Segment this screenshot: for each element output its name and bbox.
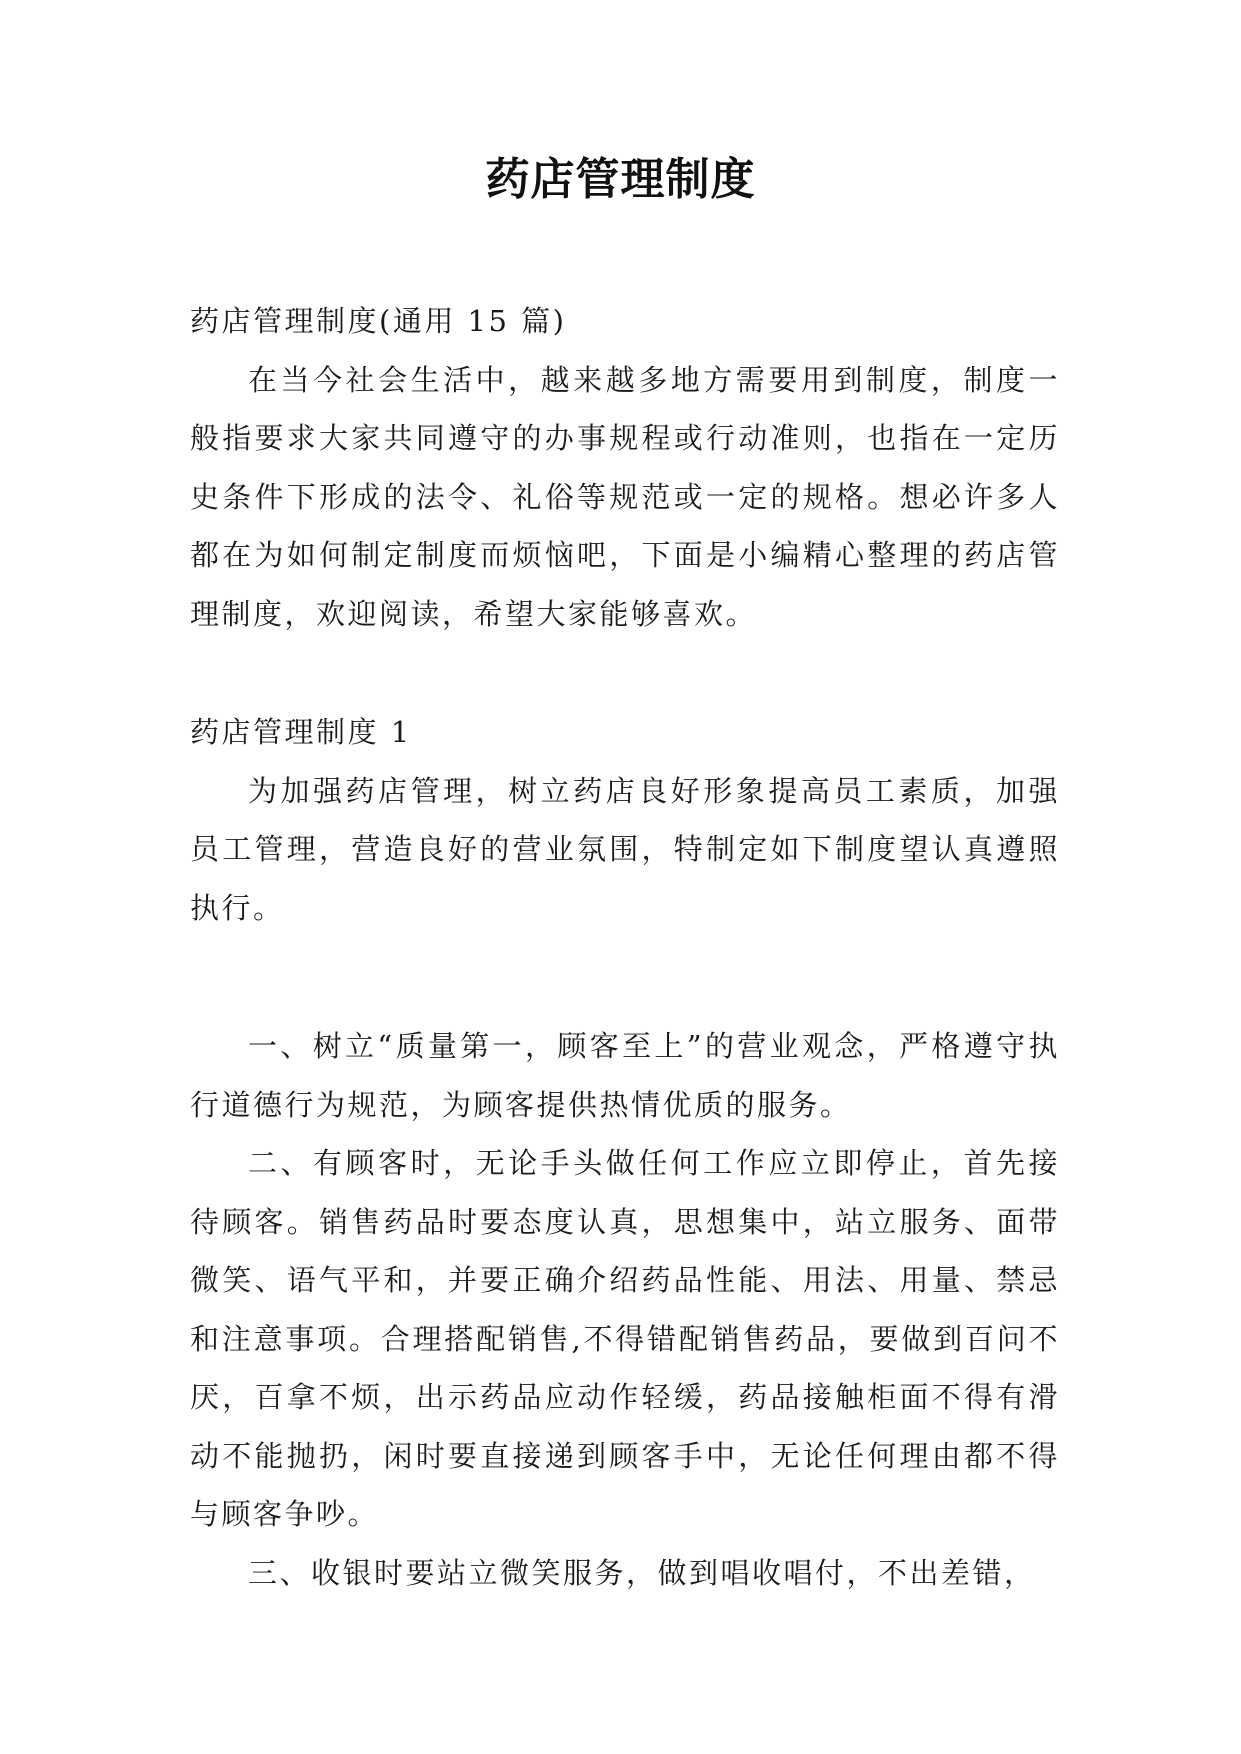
section-intro-paragraph: 为加强药店管理，树立药店良好形象提高员工素质，加强员工管理，营造良好的营业氛围，特制定如下制度望认真遵照执行。 — [190, 773, 1060, 925]
rule-paragraph-2: 二、有顾客时，无论手头做任何工作应立即停止，首先接待顾客。销售药品时要态度认真，思想集中，站立服务、面带微笑、语气平和，并要正确介绍药品性能、用法、用量、禁忌和注意事项。合理搭配销售,不得错配销售药品，要做到百问不厌，百拿不烦，出示药品应动作轻缓，药品接触柜面不得有滑动不能抛扔，闲时要直接递到顾客手中，无论任何理由都不得与顾客争吵。 — [190, 1146, 1060, 1531]
document-subtitle: 药店管理制度(通用 15 篇) — [190, 304, 567, 338]
section-heading: 药店管理制度 1 — [190, 715, 412, 749]
rule-paragraph-3: 三、收银时要站立微笑服务，做到唱收唱付，不出差错， — [248, 1555, 1036, 1590]
document-title: 药店管理制度 — [485, 154, 756, 205]
rule-paragraph-1: 一、树立“质量第一，顾客至上”的营业观念，严格遵守执行道德行为规范，为顾客提供热情优质的服务。 — [190, 1029, 1060, 1122]
intro-paragraph: 在当今社会生活中，越来越多地方需要用到制度，制度一般指要求大家共同遵守的办事规程或行动准则，也指在一定历史条件下形成的法令、礼俗等规范或一定的规格。想必许多人都在为如何制定制度而烦恼吧，下面是小编精心整理的药店管理制度，欢迎阅读，希望大家能够喜欢。 — [190, 362, 1060, 631]
document-body — [190, 292, 1060, 1602]
